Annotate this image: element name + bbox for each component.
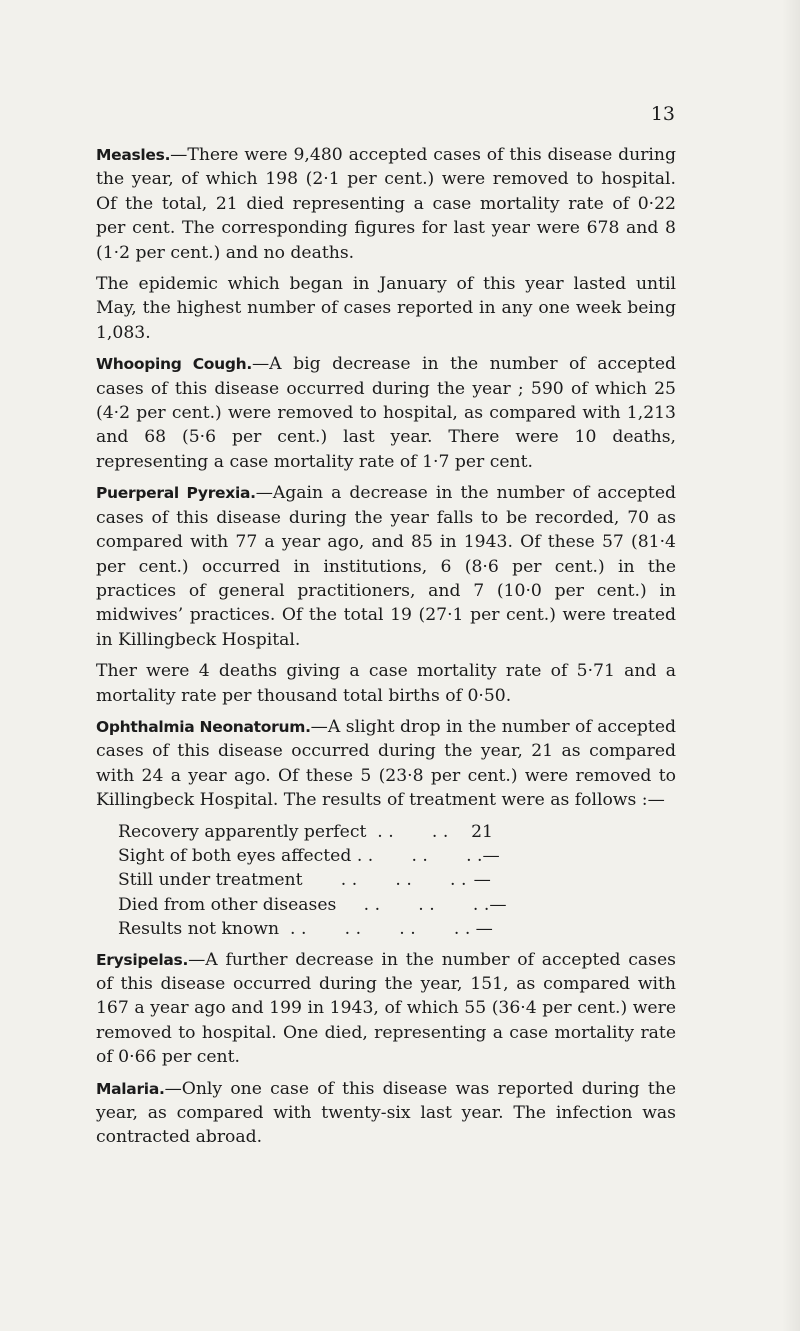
whooping-cough-paragraph <box>96 352 676 474</box>
result-row <box>118 820 498 844</box>
result-label: Still under treatment . . . . . . <box>118 870 467 891</box>
result-value: 21 <box>471 821 493 842</box>
measles-epidemic-paragraph: The epidemic which began in January of this year lasted until May, the highest number of cases reported in any one week being 1,083. <box>96 274 676 343</box>
erysipelas-text: —A further decrease in the number of accepted cases of this disease occurred during the year, 151, as compared with 167 a year ago and 199 in 1943, of which 55 (36·4 per cent.) were removed to hospital. One died, representing a case mortality rate of 0·66 per cent. <box>96 949 676 1068</box>
result-value: — <box>482 845 500 866</box>
result-value: — <box>489 894 507 915</box>
puerperal-pyrexia-deaths-paragraph: Ther were 4 deaths giving a case mortality rate of 5·71 and a mortality rate per thousand total births of 0·50. <box>96 661 676 706</box>
puerperal-pyrexia-heading: Puerperal Pyrexia. <box>96 484 256 503</box>
malaria-heading: Malaria. <box>96 1079 165 1098</box>
malaria-paragraph <box>96 1077 676 1150</box>
measles-text: —There were 9,480 accepted cases of this disease during the year, of which 198 (2·1 per cent.) were removed to hospital. Of the total, 21 died representing a case mortality rate of 0·22 per cent. The corresponding figures for last year were 678 and 8 (1·2 per cent.) and no deaths. <box>96 145 676 263</box>
result-label: Sight of both eyes affected . . . . . . <box>118 845 483 866</box>
result-row <box>118 844 498 868</box>
result-row <box>118 893 507 917</box>
erysipelas-heading: Erysipelas. <box>96 950 189 969</box>
result-row <box>118 917 498 941</box>
result-label: Died from other diseases . . . . . . <box>118 894 490 915</box>
erysipelas-paragraph <box>96 948 676 1070</box>
measles-heading: Measles. <box>96 146 171 164</box>
page-number: 13 <box>650 103 675 125</box>
result-label: Results not known . . . . . . . . <box>118 919 471 940</box>
puerperal-pyrexia-text: —Again a decrease in the number of accepted cases of this disease during the year falls to be recorded, 70 as compared with 77 a year ago, and 85 in 1943. Of these 57 (81·4 per cent.) occurred in institutions, 6 (8·6 per cent.) in the practices of general practitioners, and 7 (10·0 per cent.) in midwives’ practices. Of the total 19 (27·1 per cent.) were treated in Killingbeck Hospital. <box>96 483 676 650</box>
malaria-text: —Only one case of this disease was reported during the year, as compared with twenty-six last year. The infection was contracted abroad. <box>96 1078 676 1148</box>
measles-paragraph <box>96 143 676 265</box>
page-edge-shadow <box>782 0 800 1331</box>
page-body <box>96 143 676 1157</box>
result-value: — <box>473 870 491 891</box>
result-label: Recovery apparently perfect . . . . <box>118 821 449 842</box>
ophthalmia-text: —A slight drop in the number of accepted cases of this disease occurred during the year, 21 as compared with 24 a year ago. Of these 5 (23·8 per cent.) were removed to Killingbeck Hospital. The results of treatment were as follows :— <box>96 716 676 811</box>
ophthalmia-paragraph <box>96 715 676 813</box>
whooping-cough-heading: Whooping Cough. <box>96 355 252 374</box>
result-value: — <box>475 919 493 940</box>
treatment-results-list <box>118 820 507 942</box>
puerperal-pyrexia-paragraph <box>96 481 676 652</box>
ophthalmia-heading: Ophthalmia Neonatorum. <box>96 717 311 736</box>
result-row <box>118 868 498 892</box>
whooping-cough-text: —A big decrease in the number of accepted cases of this disease occurred during the year ; 590 of which 25 (4·2 per cent.) were removed to hospital, as compared with 1,213 and 68 (5·6 per cent.) last year. There were 10 deaths, representing a case mortality rate of 1·7 per cent. <box>96 354 676 472</box>
